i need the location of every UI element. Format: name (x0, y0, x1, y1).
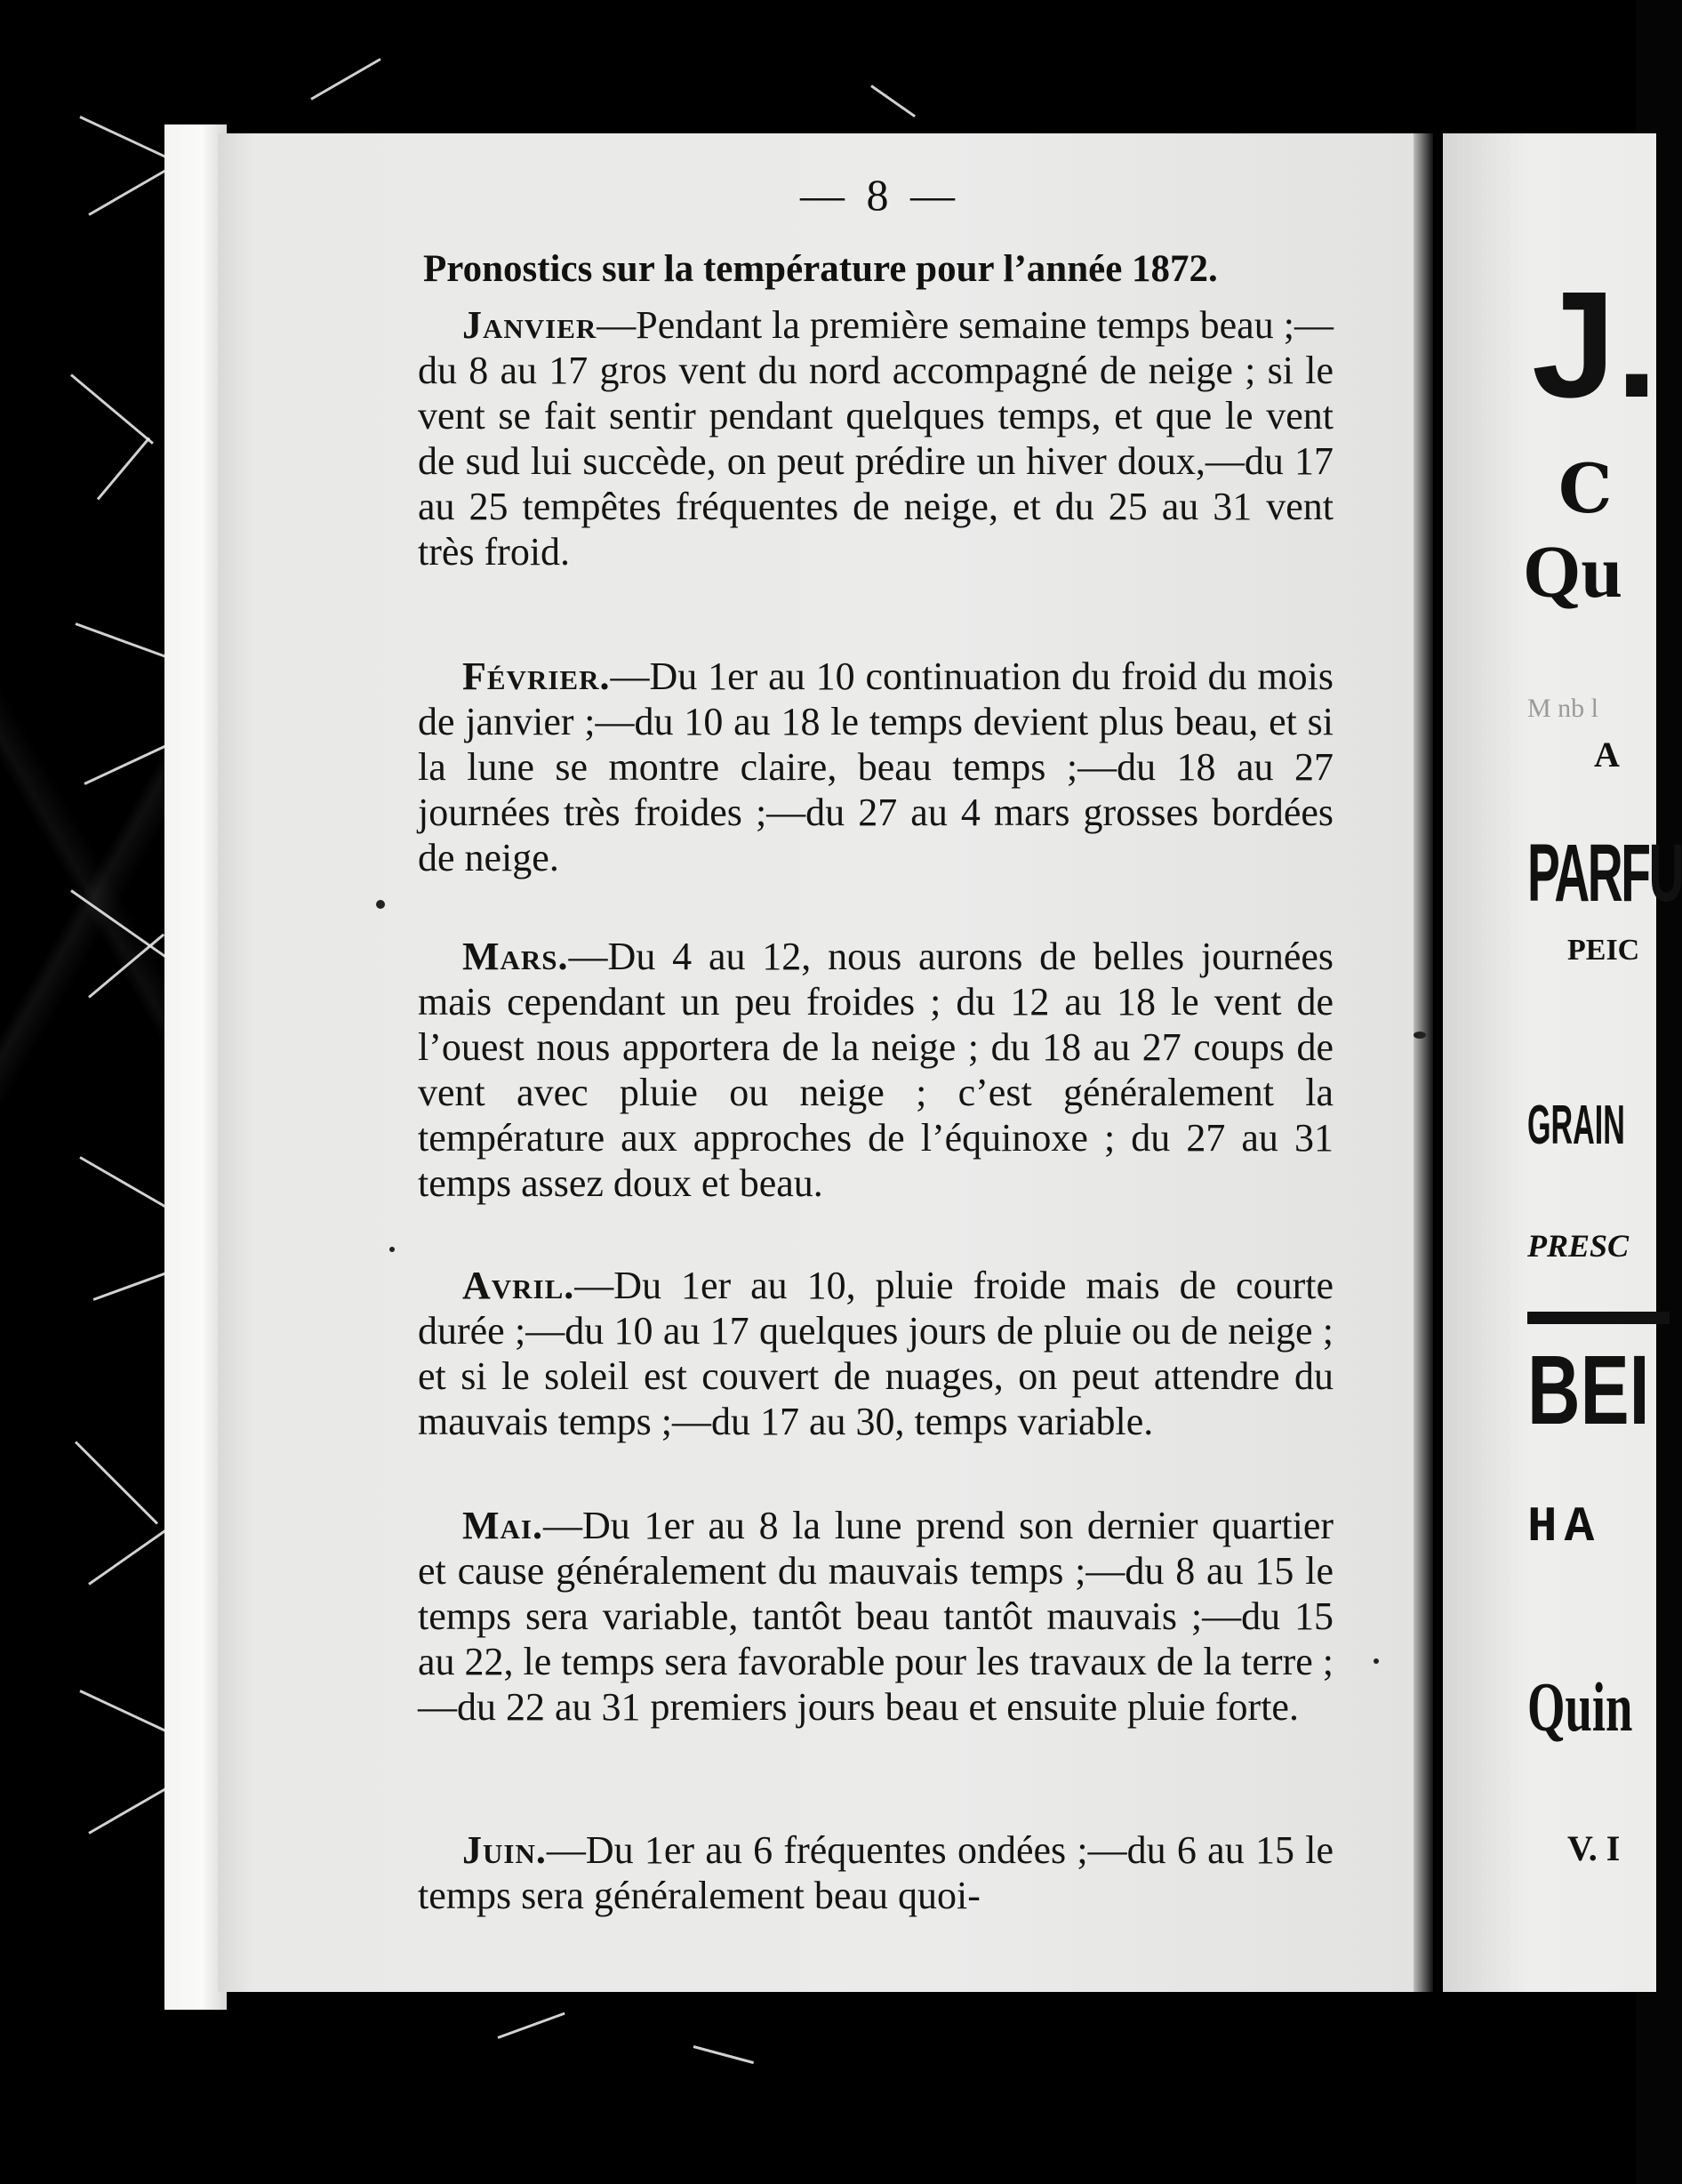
paragraph-text: —Du 1er au 10 continuation du froid du mois de janvier ;—du 10 au 18 le temps devient plus beau, et si la lune se montre claire, beau temps ;—du 18 au 27 journées très froides ;—du 27 au 4 mars grosses bordées de neige. (418, 654, 1334, 879)
facing-fragment: PEIC (1567, 934, 1640, 967)
facing-fragment: GRAIN (1527, 1095, 1625, 1156)
marble-vein (310, 58, 380, 100)
ink-speck (376, 900, 385, 909)
page-number: — 8 — (800, 170, 960, 220)
facing-fragment: V. I (1567, 1828, 1621, 1868)
month-label: Juin. (462, 1828, 547, 1872)
paragraph-text: —Du 4 au 12, nous aurons de belles journées mais cependant un peu froides ; du 12 au 18 le vent de l’ouest nous apportera de la neige ; du 18 au 27 coups de vent avec pluie ou neige ; c’est généralement la température aux approches de l’équinoxe ; du 27 au 31 temps assez doux et beau. (418, 935, 1334, 1205)
paragraph-text: —Du 1er au 10, pluie froide mais de courte durée ;—du 10 au 17 quelques jours de pluie ou de neige ; et si le soleil est couvert de nuages, on peut attendre du mauvais temps ;—du 17 au 30, temps variable. (418, 1264, 1334, 1443)
facing-faint-text: M nb l (1527, 694, 1599, 723)
facing-fragment: PRESC (1527, 1228, 1630, 1264)
facing-fragment: Quin (1527, 1668, 1633, 1746)
marble-vein (870, 84, 916, 117)
month-label: Avril. (462, 1264, 575, 1307)
paragraph-mars (418, 934, 1334, 1206)
facing-fragment: A (1594, 735, 1620, 775)
month-label: Février. (462, 654, 611, 698)
paragraph-mai (418, 1503, 1334, 1730)
paragraph-avril (418, 1263, 1334, 1444)
page-shadow (1414, 133, 1433, 1992)
marble-vein (497, 2012, 565, 2039)
paragraph-fevrier (418, 654, 1334, 880)
paragraph-juin (418, 1827, 1334, 1918)
month-label: Janvier (462, 303, 597, 347)
paragraph-janvier (418, 302, 1334, 574)
paragraph-text: —Pendant la première semaine temps beau ;—du 8 au 17 gros vent du nord accompagné de neige ; si le vent se fait sentir pendant quelques temps, et que le vent de sud lui succède, on peut prédire un hiver doux,—du 17 au 25 tempêtes fréquentes de neige, et du 25 au 31 vent très froid. (418, 303, 1334, 574)
facing-fragment: Qu (1523, 531, 1623, 614)
marble-vein (693, 2045, 754, 2064)
facing-fragment: J. (1532, 261, 1658, 430)
facing-fragment: PARFU (1527, 828, 1682, 919)
month-label: Mars. (462, 935, 569, 978)
paragraph-text: —Du 1er au 8 la lune prend son dernier quartier et cause généralement du mauvais temps ;—du 8 au 15 le temps sera variable, tantôt beau tantôt mauvais ;—du 15 au 22, le temps sera favorable pour les travaux de la terre ;—du 22 au 31 premiers jours beau et ensuite pluie forte. (418, 1504, 1334, 1729)
page-heading: Pronostics sur la température pour l’année 1872. (423, 248, 1218, 290)
paragraph-text: —Du 1er au 6 fréquentes ondées ;—du 6 au 15 le temps sera généralement beau quoi- (418, 1828, 1334, 1917)
ink-speck (389, 1247, 395, 1252)
ink-speck (1414, 1032, 1426, 1039)
facing-fragment: BEI (1527, 1336, 1650, 1445)
facing-page (1443, 133, 1682, 1992)
facing-fragment: C (1558, 449, 1613, 528)
facing-fragment: HA (1527, 1498, 1602, 1555)
facing-rule (1527, 1312, 1670, 1324)
ink-speck (1374, 1658, 1379, 1664)
month-label: Mai. (462, 1504, 543, 1547)
